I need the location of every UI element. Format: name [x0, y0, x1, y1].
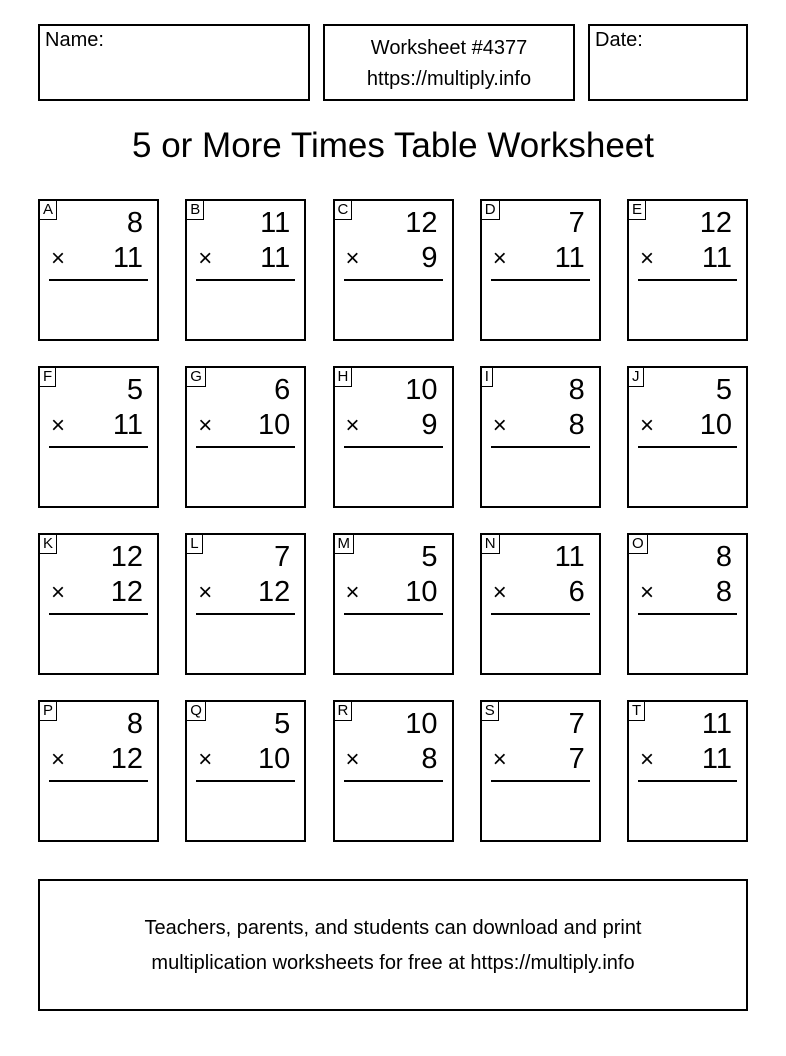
- problem-card[interactable]: [185, 366, 306, 508]
- answer-line: [491, 446, 590, 448]
- times-symbol: ×: [640, 412, 655, 439]
- multiplier: 7: [568, 743, 585, 775]
- problem-letter: F: [39, 367, 56, 387]
- multiplicand: 5: [421, 541, 438, 573]
- multiplier: 11: [701, 242, 732, 274]
- problem-letter: H: [334, 367, 353, 387]
- page-title: 5 or More Times Table Worksheet: [132, 126, 654, 165]
- multiplier: 10: [257, 743, 291, 775]
- problem-card[interactable]: [480, 366, 601, 508]
- multiplicand: 7: [274, 541, 291, 573]
- answer-line: [344, 279, 443, 281]
- problem-card[interactable]: [333, 366, 454, 508]
- answer-line: [49, 780, 148, 782]
- problem-letter: L: [186, 534, 202, 554]
- times-symbol: ×: [345, 412, 360, 439]
- multiplier: 11: [112, 409, 143, 441]
- worksheet-number: Worksheet #4377: [370, 37, 528, 59]
- answer-line: [491, 613, 590, 615]
- problem-letter: J: [628, 367, 644, 387]
- multiplier: 11: [260, 242, 291, 274]
- answer-line: [491, 780, 590, 782]
- multiplicand: 12: [699, 207, 732, 239]
- multiplier: 8: [421, 743, 438, 775]
- name-field-box: [38, 24, 310, 101]
- problem-letter: T: [628, 701, 645, 721]
- multiplier: 11: [112, 242, 143, 274]
- times-symbol: ×: [640, 579, 655, 606]
- problem-card[interactable]: [627, 700, 748, 842]
- multiplier: 10: [699, 409, 732, 441]
- multiplier: 6: [568, 576, 585, 608]
- times-symbol: ×: [51, 245, 66, 272]
- multiplicand: 8: [126, 207, 143, 239]
- answer-line: [196, 279, 295, 281]
- footer-box: [38, 879, 748, 1011]
- answer-line: [196, 780, 295, 782]
- multiplicand: 8: [126, 708, 143, 740]
- multiplier: 11: [701, 743, 732, 775]
- problem-letter: M: [334, 534, 355, 554]
- multiplicand: 12: [110, 541, 143, 573]
- times-symbol: ×: [345, 579, 360, 606]
- problem-letter: E: [628, 200, 646, 220]
- multiplicand: 5: [274, 708, 291, 740]
- problem-card[interactable]: [480, 533, 601, 675]
- multiplicand: 10: [405, 708, 438, 740]
- problem-letter: D: [481, 200, 500, 220]
- times-symbol: ×: [640, 746, 655, 773]
- times-symbol: ×: [198, 412, 213, 439]
- problem-card[interactable]: [333, 533, 454, 675]
- answer-line: [344, 446, 443, 448]
- multiplicand: 7: [568, 708, 585, 740]
- multiplier: 9: [421, 242, 438, 274]
- multiplier: 12: [110, 576, 143, 608]
- multiplier: 12: [257, 576, 291, 608]
- answer-line: [49, 613, 148, 615]
- multiplicand: 8: [715, 541, 732, 573]
- multiplier: 10: [257, 409, 291, 441]
- answer-line: [49, 446, 148, 448]
- worksheet-info-box: [323, 24, 575, 101]
- footer-line-2: multiplication worksheets for free at https://multiply.info: [151, 952, 635, 974]
- problem-letter: K: [39, 534, 57, 554]
- problem-letter: O: [628, 534, 648, 554]
- problem-letter: B: [186, 200, 204, 220]
- answer-line: [638, 780, 737, 782]
- times-symbol: ×: [640, 245, 655, 272]
- problem-letter: Q: [186, 701, 206, 721]
- times-symbol: ×: [198, 746, 213, 773]
- problem-letter: G: [186, 367, 206, 387]
- times-symbol: ×: [345, 746, 360, 773]
- problem-grid: [38, 199, 748, 842]
- times-symbol: ×: [492, 245, 507, 272]
- multiplicand: 5: [126, 374, 143, 406]
- problem-card[interactable]: [627, 533, 748, 675]
- times-symbol: ×: [198, 579, 213, 606]
- problem-card[interactable]: [627, 366, 748, 508]
- problem-card[interactable]: [333, 700, 454, 842]
- multiplicand: 12: [405, 207, 438, 239]
- times-symbol: ×: [51, 579, 66, 606]
- answer-line: [638, 613, 737, 615]
- times-symbol: ×: [492, 412, 507, 439]
- answer-line: [196, 446, 295, 448]
- problem-card[interactable]: [333, 199, 454, 341]
- problem-letter: A: [39, 200, 57, 220]
- multiplicand: 11: [554, 541, 585, 573]
- multiplicand: 6: [274, 374, 291, 406]
- name-label: Name:: [45, 29, 104, 51]
- times-symbol: ×: [198, 245, 213, 272]
- times-symbol: ×: [51, 746, 66, 773]
- date-label: Date:: [595, 29, 643, 51]
- answer-line: [344, 780, 443, 782]
- multiplicand: 5: [715, 374, 732, 406]
- footer-line-1: Teachers, parents, and students can download and print: [144, 917, 642, 939]
- problem-letter: P: [39, 701, 57, 721]
- problem-card[interactable]: [38, 366, 159, 508]
- answer-line: [638, 279, 737, 281]
- times-symbol: ×: [492, 746, 507, 773]
- times-symbol: ×: [345, 245, 360, 272]
- problem-letter: I: [481, 367, 493, 387]
- problem-card[interactable]: [38, 700, 159, 842]
- multiplicand: 11: [260, 207, 291, 239]
- problem-card[interactable]: [185, 533, 306, 675]
- answer-line: [344, 613, 443, 615]
- multiplicand: 11: [701, 708, 732, 740]
- problem-letter: C: [334, 200, 353, 220]
- answer-line: [196, 613, 295, 615]
- problem-letter: S: [481, 701, 499, 721]
- problem-card[interactable]: [480, 700, 601, 842]
- problem-card[interactable]: [185, 199, 306, 341]
- multiplier: 9: [421, 409, 438, 441]
- multiplier: 10: [405, 576, 438, 608]
- problem-letter: N: [481, 534, 500, 554]
- multiplicand: 8: [568, 374, 585, 406]
- worksheet-website: https://multiply.info: [366, 68, 532, 90]
- multiplicand: 10: [405, 374, 438, 406]
- problem-card[interactable]: [38, 199, 159, 341]
- answer-line: [638, 446, 737, 448]
- problem-card[interactable]: [480, 199, 601, 341]
- problem-card[interactable]: [627, 199, 748, 341]
- times-symbol: ×: [492, 579, 507, 606]
- answer-line: [491, 279, 590, 281]
- problem-card[interactable]: [185, 700, 306, 842]
- multiplier: 12: [110, 743, 143, 775]
- answer-line: [49, 279, 148, 281]
- multiplier: 8: [568, 409, 585, 441]
- times-symbol: ×: [51, 412, 66, 439]
- problem-card[interactable]: [38, 533, 159, 675]
- problem-letter: R: [334, 701, 353, 721]
- multiplier: 8: [715, 576, 732, 608]
- multiplier: 11: [554, 242, 585, 274]
- date-field-box: [588, 24, 748, 101]
- multiplicand: 7: [568, 207, 585, 239]
